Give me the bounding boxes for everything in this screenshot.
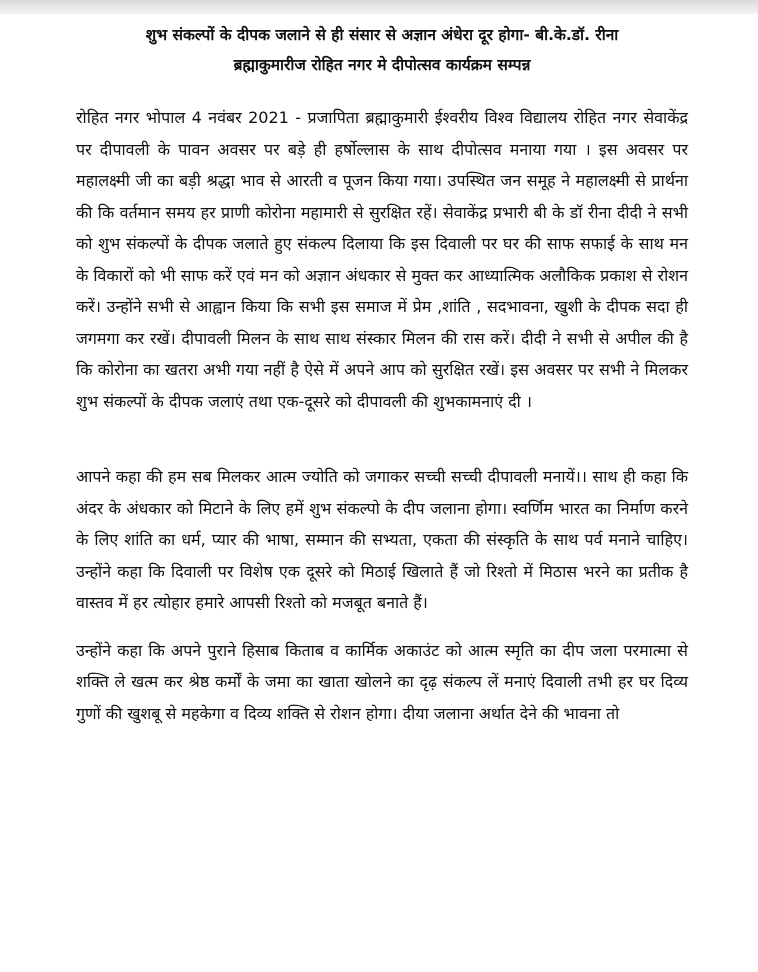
body-paragraph-2: आपने कहा की हम सब मिलकर आत्म ज्योति को जगाकर सच्ची सच्ची दीपावली मनायें।। साथ ही कहा कि अंदर के अंधकार को मिटाने के लिए हमें शुभ संकल्पो के दीप जलाना होगा। स्वर्णिम भारत का निर्माण करने के लिए शांति का धर्म, प्यार की भाषा, सम्मान की सभ्यता, एकता की संस्कृति के साथ पर्व मनाने चाहिए। उन्होंने कहा कि दिवाली पर विशेष एक दूसरे को मिठाई खिलाते हैं जो रिश्तो में मिठास भरने का प्रतीक है वास्तव में हर त्योहार हमारे आपसी रिश्तो को मजबूत बनाते हैं।: [76, 467, 688, 612]
body-paragraph-3: उन्होंने कहा कि अपने पुराने हिसाब किताब व कार्मिक अकाउंट को आत्म स्मृति का दीप जला परमात्मा से शक्ति ले खत्म कर श्रेष्ठ कर्मों के जमा का खाता खोलने का दृढ़ संकल्प लें मनाएं दिवाली तभी हर घर दिव्य गुणों की खुशबू से महकेगा व दिव्य शक्ति से रोशन होगा। दीया जलाना अर्थात देने की भावना तो: [76, 640, 688, 723]
body-paragraph-1: रोहित नगर भोपाल 4 नवंबर 2021 - प्रजापिता ब्रह्माकुमारी ईश्वरीय विश्व विद्यालय रोहित नगर सेवाकेंद्र पर दीपावली के पावन अवसर पर बड़े ही हर्षोल्लास के साथ दीपोत्सव मनाया गया । इस अवसर पर महालक्ष्मी जी का बड़ी श्रद्धा भाव से आरती व पूजन किया गया। उपस्थित जन समूह ने महालक्ष्मी से प्रार्थना की कि वर्तमान समय हर प्राणी कोरोना महामारी से सुरक्षित रहें। सेवाकेंद्र प्रभारी बी के डॉ रीना दीदी ने सभी को शुभ संकल्पों के दीपक जलाते हुए संकल्प दिलाया कि इस दिवाली पर घर की साफ सफाई के साथ मन के विकारों को भी साफ करें एवं मन को अज्ञान अंधकार से मुक्त कर आध्यात्मिक अलौकिक प्रकाश से रोशन करें। उन्होंने सभी से आह्वान किया कि सभी इस समाज में प्रेम ,शांति , सदभावना, खुशी के दीपक सदा ही जगमगा कर रखें। दीपावली मिलन के साथ साथ संस्कार मिलन की रास करें। दीदी ने सभी से अपील की है कि कोरोना का खतरा अभी गया नहीं है ऐसे में अपने आप को सुरक्षित रखें। इस अवसर पर सभी ने मिलकर शुभ संकल्पों के दीपक जलाएं तथा एक-दूसरे को दीपावली की शुभकामनाएं दी ।: [76, 108, 688, 411]
headline-secondary: ब्रह्माकुमारीज रोहित नगर मे दीपोत्सव कार्यक्रम सम्पन्न: [233, 56, 531, 74]
document-page: [76, 20, 688, 729]
viewer-top-bar: [0, 0, 758, 14]
headline-primary: शुभ संकल्पों के दीपक जलाने से ही संसार से अज्ञान अंधेरा दूर होगा- बी.के.डॉ. रीना: [145, 26, 619, 44]
